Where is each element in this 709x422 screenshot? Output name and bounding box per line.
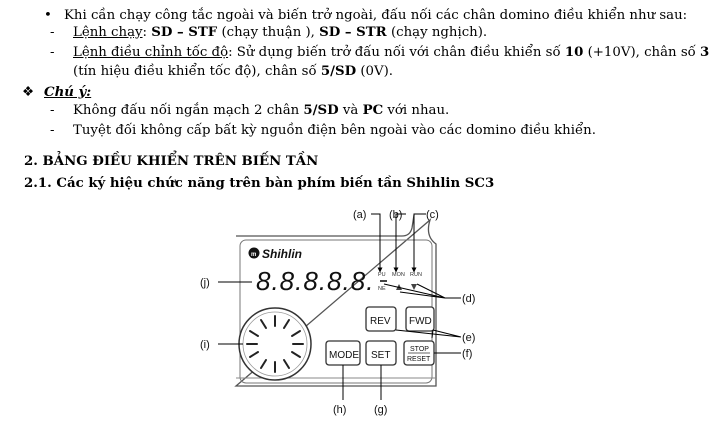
dash-marker: -: [50, 103, 55, 118]
set-button-label: SET: [371, 350, 391, 361]
pin-5-sd: 5/SD: [320, 64, 357, 79]
brand-logo: [249, 247, 303, 261]
mode-button-label: MODE: [329, 350, 359, 361]
callout-i: (i): [200, 339, 210, 351]
note-label: Chú ý:: [44, 85, 92, 100]
indicator-pu: PU: [378, 272, 386, 278]
callout-e: (e): [462, 332, 476, 344]
run-reverse-text: (chạy nghịch).: [386, 25, 488, 40]
bullet-text: Khi cần chạy công tắc ngoài và biến trở ngoài, đấu nối các chân domino điều khiển như sau:: [64, 8, 688, 23]
callout-a: (a): [353, 209, 367, 221]
frequency-knob[interactable]: [239, 308, 311, 380]
pin-pc: PC: [362, 103, 384, 118]
pin-3: 3: [700, 45, 709, 60]
callout-c: (c): [426, 209, 439, 221]
callout-j: (j): [200, 277, 210, 289]
speed-text-b: (+10V), chân số: [583, 45, 701, 60]
bullet-marker: •: [44, 8, 52, 23]
speed-command-label: Lệnh điều chỉnh tốc độ: [73, 45, 229, 60]
mode-button[interactable]: [326, 341, 360, 365]
callout-b: (b): [389, 209, 403, 221]
terminal-sd-str: SD – STR: [319, 25, 387, 40]
note-item-2-text: Tuyệt đối không cấp bất kỳ nguồn điện bên ngoài vào các domino điều khiển.: [73, 123, 596, 138]
rev-button[interactable]: [366, 307, 396, 331]
pin-10: 10: [564, 45, 584, 60]
note-text-c: và: [338, 103, 363, 118]
callout-d: (d): [462, 293, 476, 305]
ne-label: NE: [378, 286, 386, 292]
dash-marker: -: [50, 123, 55, 138]
terminal-sd-stf: SD – STF: [151, 25, 218, 40]
speed-cont-a: (tín hiệu điều khiển tốc độ), chân số: [73, 64, 321, 79]
fwd-button-label: FWD: [409, 316, 432, 327]
rev-button-label: REV: [370, 316, 391, 327]
indicator-mon: MON: [392, 272, 405, 278]
dash-marker: -: [50, 25, 55, 40]
run-command-label: Lệnh chạy: [73, 25, 143, 40]
section-heading-2-1: 2.1. Các ký hiệu chức năng trên bàn phím biến tần Shihlin SC3: [24, 176, 495, 191]
separator: :: [142, 25, 152, 40]
speed-text-a: : Sử dụng biến trở đấu nối với chân điều khiển số: [228, 45, 565, 60]
run-forward-text: (chạy thuận ),: [217, 25, 320, 40]
note-text-a: Không đấu nối ngắn mạch 2 chân: [73, 103, 304, 118]
callout-g: (g): [374, 404, 388, 416]
set-button[interactable]: [366, 341, 396, 365]
stop-label: STOP: [410, 346, 429, 353]
callout-f: (f): [462, 348, 473, 360]
note-marker: ❖: [22, 85, 34, 100]
dash-marker: -: [50, 45, 55, 60]
svg-text:m: m: [251, 252, 257, 258]
stop-reset-button[interactable]: [404, 341, 434, 365]
reset-label: RESET: [407, 356, 431, 363]
note-text-d: với nhau.: [383, 103, 450, 118]
seven-segment-display: 8.8.8.8.8.: [256, 266, 375, 296]
fwd-button[interactable]: [406, 307, 434, 331]
indicator-run: RUN: [410, 272, 422, 278]
pin-5-sd: 5/SD: [303, 103, 339, 118]
callout-h: (h): [333, 404, 347, 416]
brand-name: Shihlin: [262, 247, 302, 261]
section-heading-2: 2. BẢNG ĐIỀU KHIỂN TRÊN BIẾN TẦN: [24, 154, 319, 169]
speed-cont-b: (0V).: [356, 64, 394, 79]
